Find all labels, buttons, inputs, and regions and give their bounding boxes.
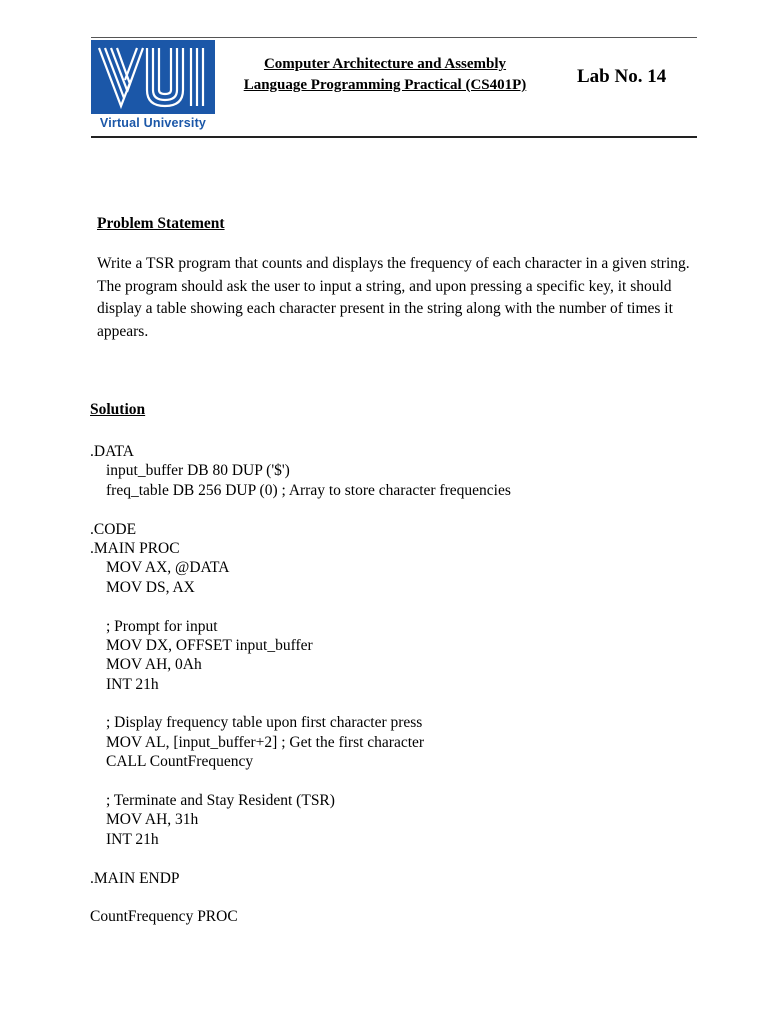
code-line <box>90 500 690 519</box>
code-line: CALL CountFrequency <box>106 753 254 771</box>
code-line: input_buffer DB 80 DUP ('$') <box>106 462 290 480</box>
code-line: INT 21h <box>106 830 159 848</box>
header-bottom-rule <box>91 136 697 138</box>
code-line: MOV AX, @DATA <box>106 559 230 577</box>
vu-monogram-icon <box>91 40 215 114</box>
header-top-rule <box>91 37 697 38</box>
course-title-line-2: Language Programming Practical (CS401P) <box>243 77 527 93</box>
code-line: ; Prompt for input <box>106 617 218 635</box>
code-line: MOV AH, 0Ah <box>106 656 202 674</box>
course-title <box>226 54 544 96</box>
code-line: ; Display frequency table upon first character press <box>106 714 423 732</box>
problem-heading: Problem Statement <box>97 215 225 232</box>
code-block <box>90 442 690 927</box>
code-line: MOV DS, AX <box>106 578 195 596</box>
solution-heading: Solution <box>90 401 146 418</box>
code-line <box>90 888 690 907</box>
code-line <box>90 694 690 713</box>
code-line: freq_table DB 256 DUP (0) ; Array to store character frequencies <box>106 481 511 499</box>
code-line <box>90 597 690 616</box>
code-line: .MAIN PROC <box>90 539 180 557</box>
code-line <box>90 772 690 791</box>
code-line: MOV DX, OFFSET input_buffer <box>106 636 313 654</box>
code-line: CountFrequency PROC <box>90 908 238 926</box>
code-line: MOV AH, 31h <box>106 811 199 829</box>
code-line: INT 21h <box>106 675 159 693</box>
code-line: ; Terminate and Stay Resident (TSR) <box>106 792 335 810</box>
lab-number: Lab No. 14 <box>577 66 667 87</box>
code-line: .CODE <box>90 520 137 538</box>
problem-text: Write a TSR program that counts and displays the frequency of each character in a given string. The program should ask the user to input a string, and upon pressing a specific key, it should display a table showing each character present in the string along with the number of times it appears. <box>97 255 690 340</box>
course-title-line-1: Computer Architecture and Assembly <box>263 56 507 72</box>
logo-caption: Virtual University <box>99 116 207 130</box>
code-line <box>90 849 690 868</box>
code-line: .DATA <box>90 443 134 460</box>
vu-logo-mark <box>91 40 215 114</box>
vu-logo <box>91 40 215 132</box>
code-line: .MAIN ENDP <box>90 869 180 887</box>
code-line: MOV AL, [input_buffer+2] ; Get the first character <box>106 733 425 751</box>
